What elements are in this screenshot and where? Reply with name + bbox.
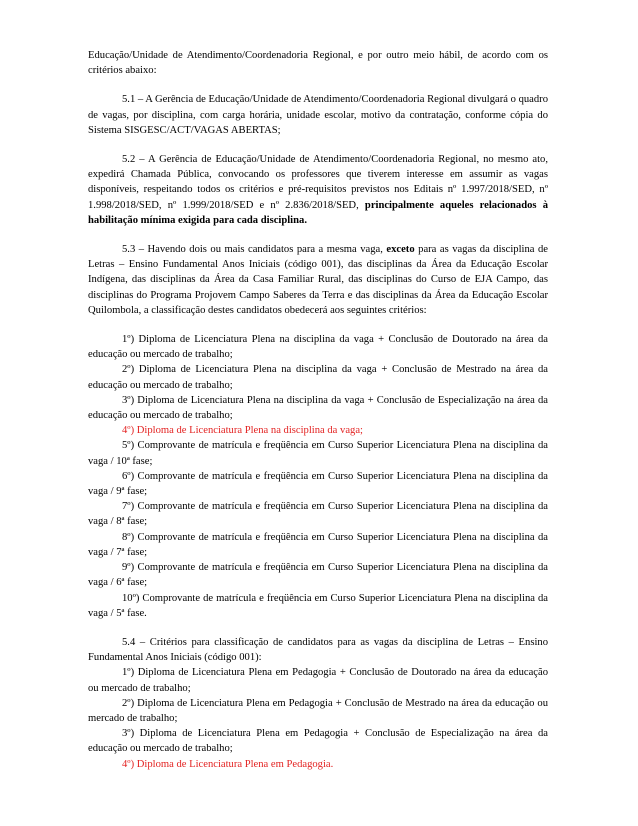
section-5-2 bbox=[88, 152, 548, 228]
criteria-list-5-4 bbox=[88, 665, 548, 771]
criterion-item: 1º) Diploma de Licenciatura Plena na disciplina da vaga + Conclusão de Doutorado na área da educação ou mercado de trabalho; bbox=[88, 334, 548, 361]
section-5-3-exceto: exceto bbox=[386, 244, 415, 256]
criterion-item: 5º) Comprovante de matrícula e freqüência em Curso Superior Licenciatura Plena na disciplina da vaga / 10ª fase; bbox=[88, 440, 548, 467]
criterion-item-highlighted: 4º) Diploma de Licenciatura Plena na disciplina da vaga; bbox=[122, 425, 363, 437]
criterion-item: 7º) Comprovante de matrícula e freqüência em Curso Superior Licenciatura Plena na disciplina da vaga / 8ª fase; bbox=[88, 501, 548, 528]
criterion-item: 3º) Diploma de Licenciatura Plena na disciplina da vaga + Conclusão de Especialização na área da educação ou mercado de trabalho; bbox=[88, 394, 548, 422]
section-5-3 bbox=[88, 242, 548, 318]
section-5-2-bold: principalmente aqueles relacionados à habilitação mínima exigida para cada disciplina. bbox=[88, 199, 548, 226]
criterion-item: 9º) Comprovante de matrícula e freqüência em Curso Superior Licenciatura Plena na disciplina da vaga / 6ª fase; bbox=[88, 562, 548, 589]
intro-paragraph: Educação/Unidade de Atendimento/Coordenadoria Regional, e por outro meio hábil, de acordo com os critérios abaixo: bbox=[88, 50, 548, 77]
criteria-list-5-3 bbox=[88, 332, 548, 621]
section-5-3-before: 5.3 – Havendo dois ou mais candidatos para a mesma vaga, bbox=[122, 244, 383, 256]
section-5-2-text: 5.2 – A Gerência de Educação/Unidade de Atendimento/Coordenadoria Regional, no mesmo ato, expedirá Chamada Pública, convocando os professores que tiverem interesse em assumir as vagas disponíveis, respeitando todos os critérios e pré-requisitos previstos nos Editais nº 1.997/2018/SED, nº 1.998/2018/SED, nº 1.999/2018/SED e nº 2.836/2018/SED, bbox=[88, 154, 548, 211]
section-5-4: 5.4 – Critérios para classificação de candidatos para as vagas da disciplina de Letras – Ensino Fundamental Anos Iniciais (código 001): bbox=[88, 636, 548, 664]
criterion-item: 2º) Diploma de Licenciatura Plena em Pedagogia + Conclusão de Mestrado na área da educação ou mercado de trabalho; bbox=[88, 697, 548, 724]
criterion-item: 6º) Comprovante de matrícula e freqüência em Curso Superior Licenciatura Plena na disciplina da vaga / 9ª fase; bbox=[88, 470, 548, 498]
criterion-item: 1º) Diploma de Licenciatura Plena em Pedagogia + Conclusão de Doutorado na área da educação ou mercado de trabalho; bbox=[88, 667, 548, 694]
criterion-item: 8º) Comprovante de matrícula e freqüência em Curso Superior Licenciatura Plena na disciplina da vaga / 7ª fase; bbox=[88, 531, 548, 558]
criterion-item: 10º) Comprovante de matrícula e freqüência em Curso Superior Licenciatura Plena na disciplina da vaga / 5ª fase. bbox=[88, 592, 548, 619]
criterion-item: 2º) Diploma de Licenciatura Plena na disciplina da vaga + Conclusão de Mestrado na área da educação ou mercado de trabalho; bbox=[88, 364, 548, 391]
section-5-3-after: para as vagas da disciplina de Letras – Ensino Fundamental Anos Iniciais (código 001), das disciplinas da Área da Educação Escolar Indígena, das disciplinas da Área da Casa Familiar Rural, das disciplinas do Curso de EJA Campo, das disciplinas do Programa Projovem Campo Saberes da Terra e das disciplinas da Área da Educação Escolar Quilombola, a classificação destes candidatos obedecerá aos seguintes critérios: bbox=[88, 244, 548, 316]
section-5-1: 5.1 – A Gerência de Educação/Unidade de Atendimento/Coordenadoria Regional divulgará o quadro de vagas, por disciplina, com carga horária, unidade escolar, motivo da contratação, conforme cópia do Sistema SISGESC/ACT/VAGAS ABERTAS; bbox=[88, 94, 548, 136]
criterion-item-highlighted: 4º) Diploma de Licenciatura Plena em Pedagogia. bbox=[122, 758, 334, 770]
criterion-item: 3º) Diploma de Licenciatura Plena em Pedagogia + Conclusão de Especialização na área da educação ou mercado de trabalho; bbox=[88, 728, 548, 755]
